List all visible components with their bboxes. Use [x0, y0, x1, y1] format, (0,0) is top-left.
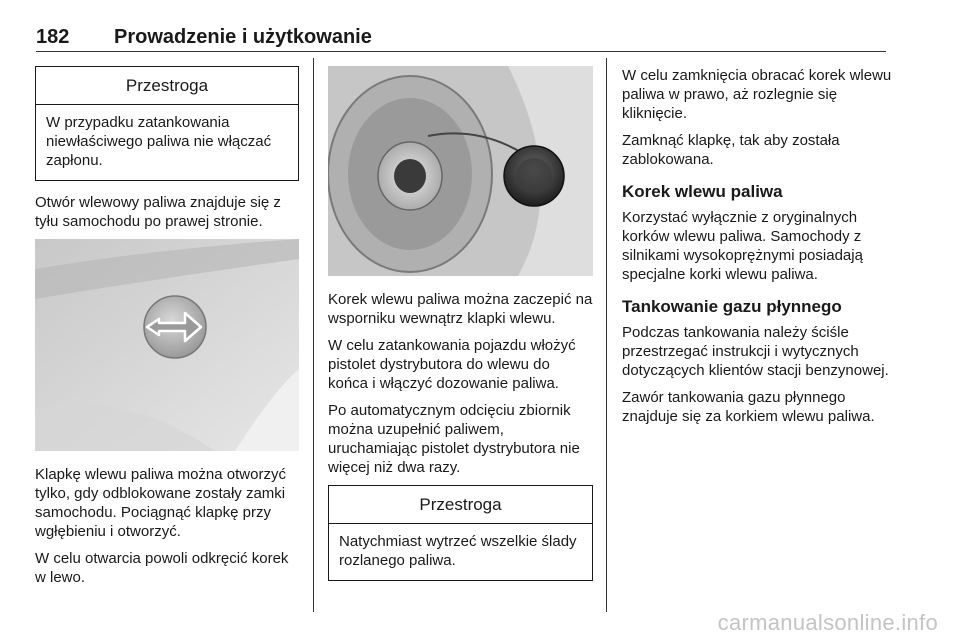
paragraph: W celu otwarcia powoli odkręcić korek w lewo. — [35, 550, 289, 586]
caution-box — [328, 485, 593, 581]
column-2 — [328, 66, 593, 581]
paragraph: Klapkę wlewu paliwa można otworzyć tylko, gdy odblokowane zostały zamki samochodu. Pociągnąć klapkę przy wgłębieniu i otworzyć. — [35, 466, 286, 540]
column-1 — [35, 66, 299, 595]
paragraph: Zawór tankowania gazu płynnego znajduje się za korkiem wlewu paliwa. — [622, 389, 875, 425]
caution-box — [35, 66, 299, 181]
header-divider — [36, 51, 886, 52]
paragraph: Otwór wlewowy paliwa znajduje się z tyłu samochodu po prawej stronie. — [35, 194, 281, 230]
column-3 — [622, 66, 892, 434]
section-heading: Korek wlewu paliwa — [622, 182, 783, 201]
paragraph: Po automatycznym odcięciu zbiornik można uzupełnić paliwem, uruchamiając pistolet dystrybutora nie więcej niż dwa razy. — [328, 402, 580, 476]
caution-title: Przestroga — [36, 67, 298, 105]
caution-text: Natychmiast wytrzeć wszelkie ślady rozlanego paliwa. — [339, 533, 577, 569]
watermark: carmanualsonline.info — [717, 610, 938, 635]
paragraph: W celu zatankowania pojazdu włożyć pistolet dystrybutora do wlewu do końca i włączyć dozowanie paliwa. — [328, 337, 576, 392]
paragraph: W celu zamknięcia obracać korek wlewu paliwa w prawo, aż rozlegnie się kliknięcie. — [622, 67, 892, 122]
page-title: Prowadzenie i użytkowanie — [114, 26, 372, 48]
fuel-flap-illustration — [35, 239, 299, 451]
page-header — [36, 26, 886, 50]
caution-text: W przypadku zatankowania niewłaściwego paliwa nie włączać zapłonu. — [46, 114, 272, 169]
section-heading: Tankowanie gazu płynnego — [622, 297, 842, 316]
column-divider-2 — [606, 58, 607, 612]
fuel-cap-illustration — [328, 66, 593, 276]
column-divider-1 — [313, 58, 314, 612]
paragraph: Podczas tankowania należy ściśle przestrzegać instrukcji i wytycznych dotyczących klientów stacji benzynowej. — [622, 324, 889, 379]
paragraph: Korzystać wyłącznie z oryginalnych korków wlewu paliwa. Samochody z silnikami wysokoprężnymi posiadają specjalne korki wlewu paliwa. — [622, 209, 863, 283]
caution-title: Przestroga — [329, 486, 592, 524]
paragraph: Korek wlewu paliwa można zaczepić na wsporniku wewnątrz klapki wlewu. — [328, 291, 593, 327]
page-number: 182 — [36, 26, 70, 48]
paragraph: Zamknąć klapkę, tak aby została zablokowana. — [622, 132, 840, 168]
